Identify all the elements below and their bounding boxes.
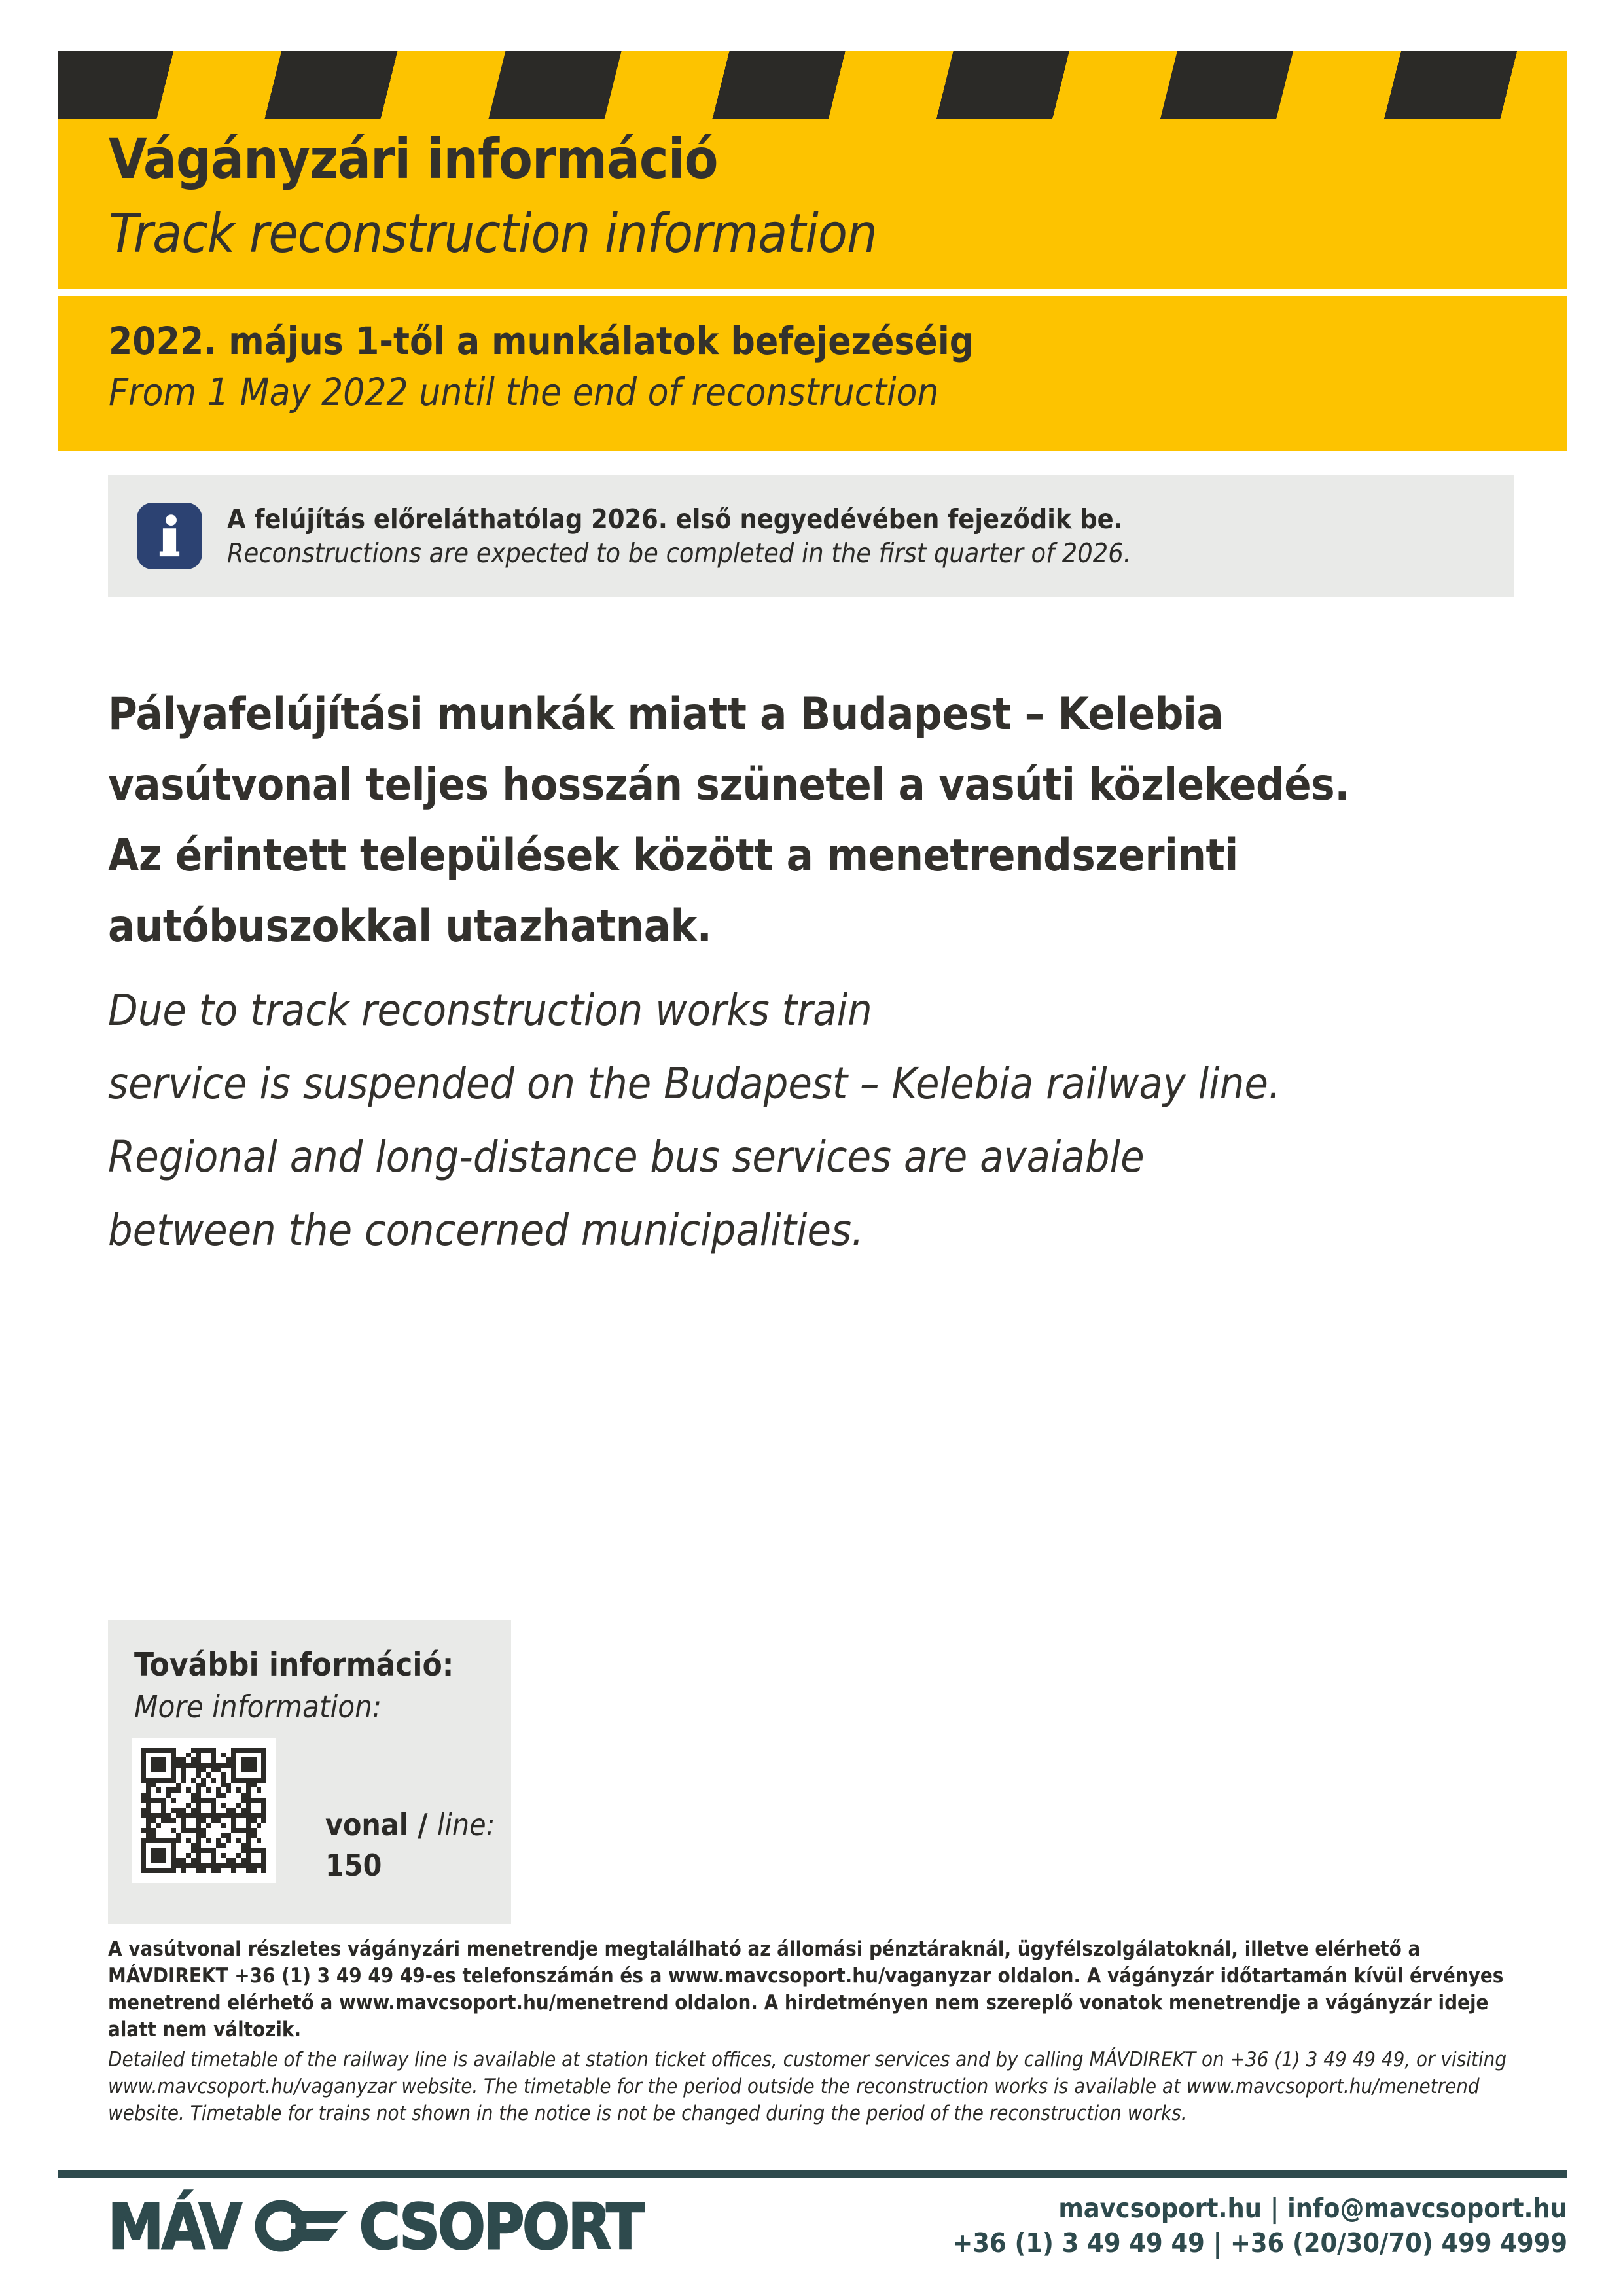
footer-divider (58, 2170, 1567, 2178)
header-banner (58, 51, 1567, 289)
fine-print (108, 1936, 1528, 2127)
logo-text-mav: MÁV (108, 2191, 240, 2263)
qr-code (141, 1748, 266, 1873)
body-hu-line: autóbuszokkal utazhatnak. (108, 901, 712, 952)
body-en-line: Due to track reconstruction works train (108, 985, 872, 1035)
footer-contact (952, 2191, 1567, 2261)
mav-csoport-logo (108, 2191, 643, 2263)
date-range-en: From 1 May 2022 until the end of reconstruction (109, 370, 939, 414)
logo-text-csoport: CSOPORT (359, 2191, 643, 2263)
notice-text-en: Reconstructions are expected to be completed in the first quarter of 2026. (227, 537, 1132, 569)
body-hu-line: vasútvonal teljes hosszán szünetel a vasúti közlekedés. (108, 759, 1349, 811)
body-en-line: service is suspended on the Budapest – Kelebia railway line. (108, 1058, 1281, 1109)
footer-contact-line1: mavcsoport.hu | info@mavcsoport.hu (1058, 2193, 1567, 2224)
more-info-box (108, 1620, 511, 1924)
date-banner (58, 296, 1567, 451)
page-title-en: Track reconstruction information (109, 203, 877, 265)
line-number: 150 (325, 1848, 382, 1883)
line-label-en: line: (437, 1807, 495, 1842)
body-hu-line: Az érintett települések között a menetrendszerinti (108, 830, 1238, 882)
fine-print-en: Detailed timetable of the railway line is available at station ticket offices, customer services and by calling MÁVDIREKT on +36 (1) 3 49 49 49, or visiting www.mavcsoport.hu/vaganyzar website. The timetable for the period outside the reconstruction works is available at www.mavcsoport.hu/menetrend website. Timetable for trains not shown in the notice is not be changed during the period of the reconstruction works. (108, 2048, 1507, 2125)
notice-text-hu: A felújítás előreláthatólag 2026. első negyedévében fejeződik be. (227, 503, 1123, 535)
page-title-hu: Vágányzári információ (109, 127, 718, 191)
date-range-hu: 2022. május 1-től a munkálatok befejezéséig (109, 319, 974, 363)
footer-contact-line2: +36 (1) 3 49 49 49 | +36 (20/30/70) 499 4999 (952, 2227, 1567, 2259)
line-label (325, 1807, 495, 1842)
line-label-hu: vonal (325, 1807, 408, 1842)
hazard-stripes (58, 51, 1567, 119)
line-label-sep: / (408, 1807, 437, 1842)
notice-box (108, 475, 1514, 597)
mav-winged-wheel-icon (251, 2192, 349, 2263)
info-icon (137, 503, 202, 569)
body-en-line: between the concerned municipalities. (108, 1205, 864, 1255)
body-en-line: Regional and long-distance bus services are avaiable (108, 1132, 1145, 1182)
body-paragraph-hu (108, 679, 1349, 962)
notice-text (227, 502, 1131, 570)
body-paragraph-en (108, 974, 1281, 1267)
qr-tile (132, 1738, 276, 1883)
more-info-title-en: More information: (134, 1689, 382, 1725)
body-hu-line: Pályafelújítási munkák miatt a Budapest – Kelebia (108, 689, 1224, 740)
more-info-title-hu: További információ: (134, 1646, 454, 1683)
fine-print-hu: A vasútvonal részletes vágányzári menetrendje megtalálható az állomási pénztáraknál, ügyfélszolgálatoknál, illetve elérhető a MÁVDIREKT +36 (1) 3 49 49 49-es telefonszámán és a www.mavcsoport.hu/vaganyzar oldalon. A vágányzár időtartamán kívül érvényes menetrend elérhető a www.mavcsoport.hu/menetrend oldalon. A hirdetményen nem szereplő vonatok menetrendje a vágányzár ideje alatt nem változik. (108, 1937, 1504, 2041)
